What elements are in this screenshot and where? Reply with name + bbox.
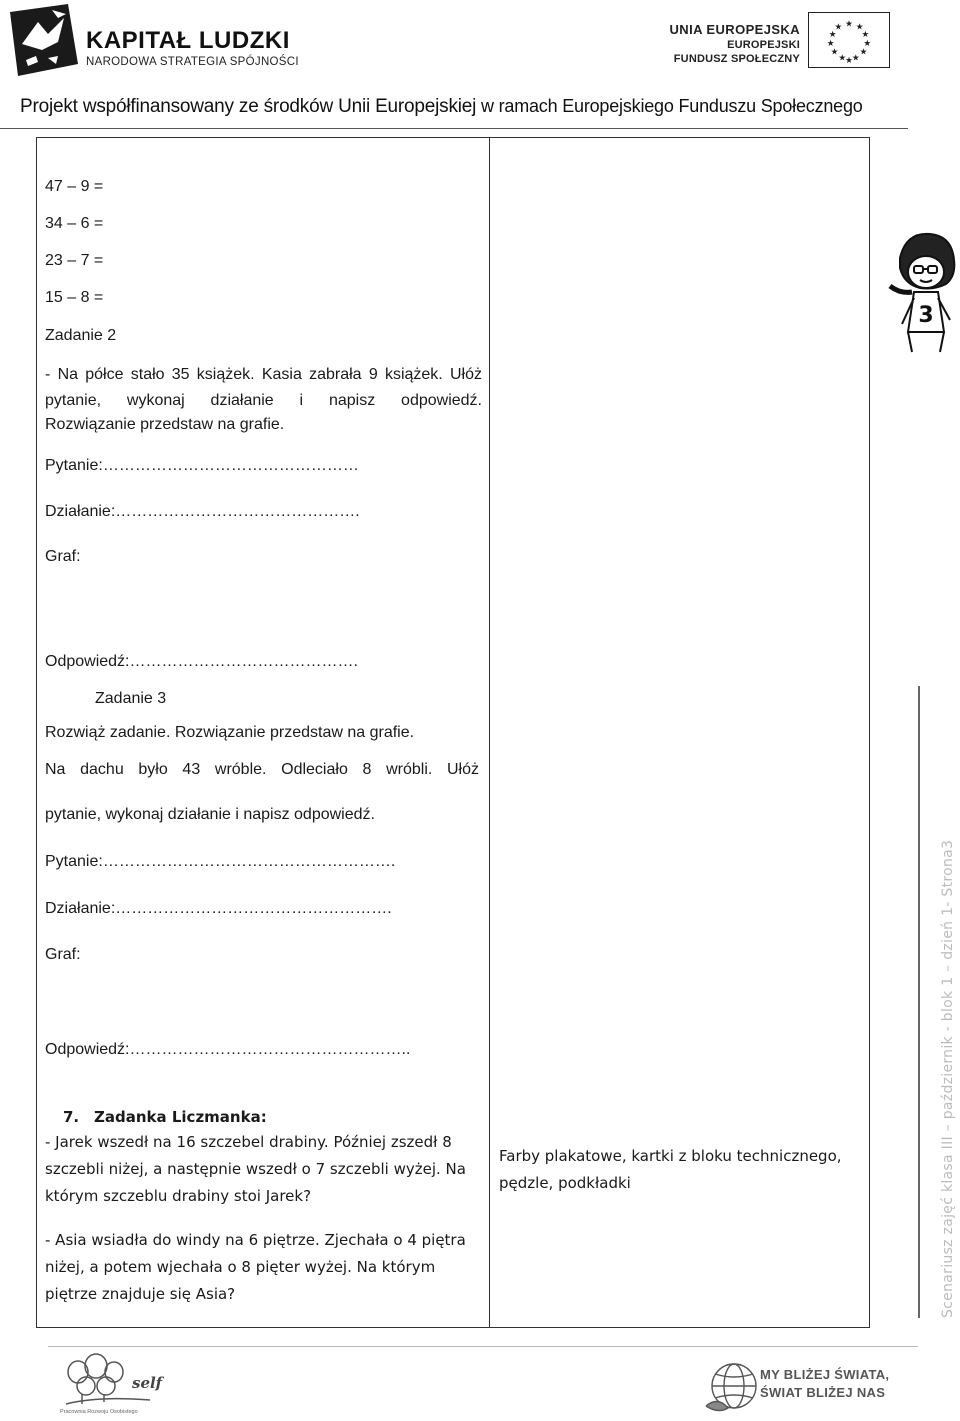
project-line-part-1: Projekt współfinansowany ze środków Unii Europejskiej [20, 96, 477, 117]
svg-text:★: ★ [855, 22, 864, 33]
task2-text-line3: Rozwiązanie przedstaw na grafie. [45, 416, 285, 433]
equation-3: 23 – 7 = [45, 252, 104, 269]
task2-graph: Graf: [45, 548, 81, 565]
task7-paragraph-2: - Asia wsiadła do windy na 6 piętrze. Zjechała o 4 piętra niżej, a potem wjechała o 8 pięter wyżej. Na którym piętrze znajduje się Asia? [45, 1231, 466, 1303]
svg-text:★: ★ [851, 53, 860, 64]
eu-flag-icon [808, 12, 890, 68]
mbs-slogan [760, 1366, 889, 1402]
kapital-ludzki-logo [86, 28, 299, 68]
task3-graph: Graf: [45, 946, 81, 963]
svg-text:★: ★ [830, 47, 839, 58]
equation-4: 15 – 8 = [45, 289, 104, 306]
task7-number: 7. [63, 1108, 80, 1126]
task3-text-line2: pytanie, wykonaj działanie i napisz odpowiedź. [45, 806, 375, 823]
equation-2: 34 – 6 = [45, 215, 104, 232]
svg-text:★: ★ [838, 53, 847, 64]
svg-text:★: ★ [826, 38, 835, 49]
eu-line-1: UNIA EUROPEJSKA [669, 22, 800, 37]
svg-text:★: ★ [845, 19, 853, 30]
mbs-line-1: MY BLIŻEJ ŚWIATA, [760, 1367, 890, 1382]
task3-operation: Działanie:……………………………………………. [45, 900, 392, 917]
task3-title: Zadanie 3 [95, 690, 167, 707]
svg-text:★: ★ [863, 38, 872, 49]
task7-paragraph-1: - Jarek wszedł na 16 szczebel drabiny. Później zszedł 8 szczebli niżej, a następnie wszedł o 7 szczebli wyżej. Na którym szczeblu drabiny stoi Jarek? [45, 1133, 466, 1205]
self-caption: Pracownia Rozwoju Osobistego [60, 1409, 138, 1415]
svg-text:★: ★ [834, 22, 843, 33]
materials-list: Farby plakatowe, kartki z bloku technicznego, pędzle, podkładki [499, 1147, 842, 1192]
task2-text: - Na półce stało 35 książek. Kasia zabrała 9 książek. Ułóż pytanie, wykonaj działanie i napisz odpowiedź. [45, 366, 482, 409]
scenario-page-caption: Scenariusz zajęć klasa III – październik - blok 1 – dzień 1- Strona3 [940, 839, 956, 1318]
task7-title: Zadanka Liczmanka: [94, 1108, 267, 1126]
task3-text-line1: Na dachu było 43 wróble. Odleciało 8 wróbli. Ułóż [45, 761, 479, 778]
task2-operation: Działanie:………………………………………. [45, 503, 360, 520]
logo-subtitle: NARODOWA STRATEGIA SPÓJNOŚCI [86, 56, 299, 68]
globe-logo-icon [704, 1356, 758, 1416]
svg-text:★: ★ [828, 30, 837, 41]
task3-question: Pytanie:………………………………………………. [45, 853, 396, 870]
task2-title: Zadanie 2 [45, 327, 117, 344]
task2-answer: Odpowiedź:……………………………………. [45, 653, 358, 670]
mascot-number-3-icon [886, 228, 960, 358]
project-line-part-2: w ramach Europejskiego Funduszu Społecznego [480, 96, 863, 116]
column-divider [489, 137, 490, 1328]
svg-text:★: ★ [845, 56, 853, 67]
project-cofinancing-line [20, 96, 863, 118]
self-brand: self [132, 1374, 163, 1392]
side-divider [918, 686, 920, 1318]
mascot-number: 3 [918, 303, 934, 328]
logo-title: KAPITAŁ LUDZKI [86, 27, 290, 54]
task3-answer: Odpowiedź:…………………………………………….. [45, 1041, 411, 1058]
header-divider [0, 128, 908, 129]
eu-line-3: FUNDUSZ SPOŁECZNY [673, 53, 800, 65]
eu-line-2: EUROPEJSKI [727, 39, 800, 51]
task3-instruction: Rozwiąż zadanie. Rozwiązanie przedstaw na grafie. [45, 724, 415, 741]
footer-divider [48, 1346, 918, 1347]
self-logo-icon [58, 1352, 163, 1416]
mbs-line-2: ŚWIAT BLIŻEJ NAS [760, 1385, 886, 1400]
svg-text:★: ★ [859, 47, 868, 58]
task2-question: Pytanie:………………………………………… [45, 457, 359, 474]
equation-1: 47 – 9 = [45, 178, 104, 195]
svg-text:★: ★ [861, 30, 870, 41]
eu-fund-label [670, 22, 800, 65]
kapital-ludzki-logo-icon [8, 4, 82, 80]
